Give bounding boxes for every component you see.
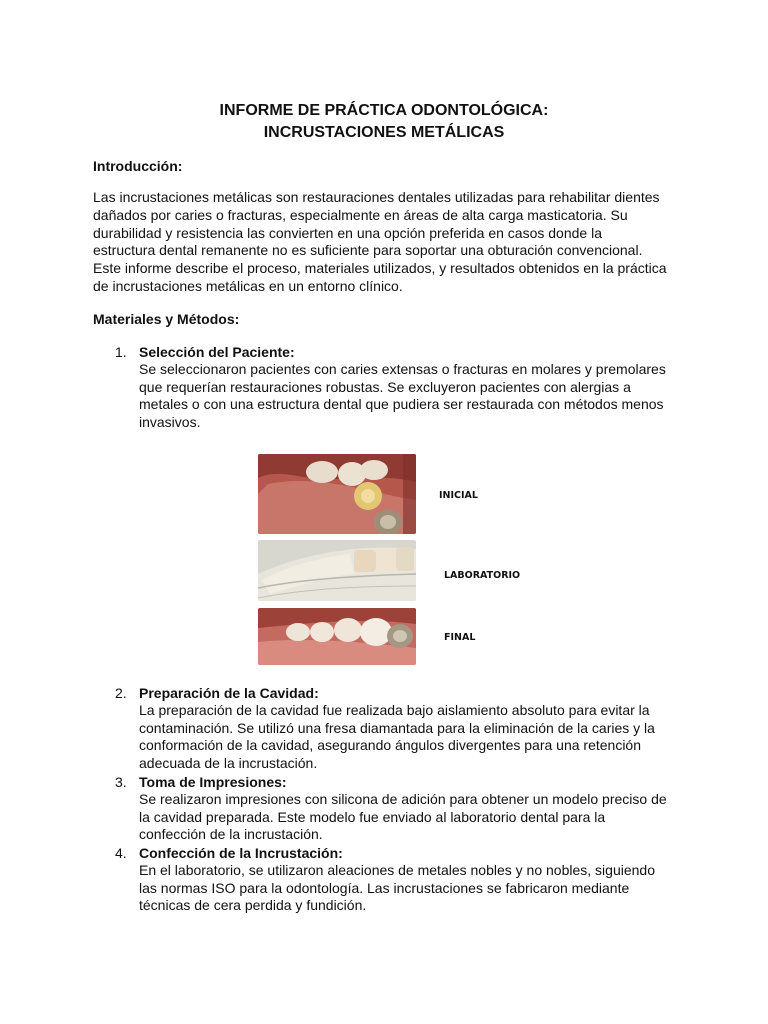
- intro-line: dañados por caries o fracturas, especialmente en áreas de alta carga masticatoria. Su: [93, 206, 628, 223]
- document-title-line1: INFORME DE PRÁCTICA ODONTOLÓGICA:: [219, 102, 549, 119]
- list-item-number: 1.: [115, 344, 127, 360]
- caption-initial: INICIAL: [439, 490, 478, 501]
- list-item-line: que requerían restauraciones robustas. Se excluyeron pacientes con alergias a: [139, 378, 631, 395]
- list-item-line: La preparación de la cavidad fue realizada bajo aislamiento absoluto para evitar la: [139, 702, 650, 718]
- caption-laboratory: LABORATORIO: [444, 570, 521, 581]
- intro-line: estructura dental remanente no es suficiente para soportar una obturación convencional.: [93, 242, 643, 259]
- intro-heading: Introducción:: [93, 158, 183, 174]
- intro-paragraph: [93, 189, 693, 296]
- list-item-line: Se seleccionaron pacientes con caries extensas o fracturas en molares y premolares: [139, 361, 666, 377]
- list-item-line: adecuada de la incrustación.: [139, 754, 318, 771]
- list-item-body: [139, 791, 699, 844]
- list-item-number: 2.: [115, 685, 127, 701]
- list-item-title: Confección de la Incrustación:: [139, 845, 343, 861]
- list-item-title: Toma de Impresiones:: [139, 774, 287, 790]
- list-item-body: [139, 702, 699, 772]
- laboratory-photo: [258, 540, 416, 601]
- list-item-title: Preparación de la Cavidad:: [139, 685, 319, 701]
- list-item-line: invasivos.: [139, 413, 201, 430]
- intro-line: Este informe describe el proceso, materiales utilizados, y resultados obtenidos en la práctica: [93, 260, 667, 277]
- list-item-body: [139, 361, 699, 431]
- caption-final: FINAL: [444, 632, 476, 643]
- methods-heading: Materiales y Métodos:: [93, 311, 240, 327]
- list-item-line: metales o con una estructura dental que pudiera ser restaurada con métodos menos: [139, 396, 664, 413]
- list-item-line: las normas ISO para la odontología. Las incrustaciones se fabricaron mediante: [139, 879, 630, 896]
- list-item-line: conformación de la cavidad, asegurando ángulos divergentes para una retención: [139, 737, 642, 754]
- list-item-number: 3.: [115, 774, 127, 790]
- clinical-figure: [243, 448, 533, 668]
- list-item-body: [139, 862, 699, 915]
- final-photo: [258, 608, 416, 665]
- list-item-line: Se realizaron impresiones con silicona de adición para obtener un modelo preciso de: [139, 791, 667, 807]
- list-item-number: 4.: [115, 845, 127, 861]
- list-item-line: confección de la incrustación.: [139, 826, 323, 843]
- initial-photo: [258, 454, 416, 534]
- list-item-line: En el laboratorio, se utilizaron aleaciones de metales nobles y no nobles, siguiendo: [139, 862, 655, 878]
- list-item-line: contaminación. Se utilizó una fresa diamantada para la eliminación de la caries y la: [139, 719, 655, 736]
- list-item-line: técnicas de cera perdida y fundición.: [139, 897, 367, 914]
- intro-line: Las incrustaciones metálicas son restauraciones dentales utilizadas para rehabilitar dientes: [93, 189, 660, 205]
- intro-line: durabilidad y resistencia las convierten en una opción preferida en casos donde la: [93, 224, 602, 241]
- document-title-line2: INCRUSTACIONES METÁLICAS: [263, 124, 505, 141]
- list-item-line: la cavidad preparada. Este modelo fue enviado al laboratorio dental para la: [139, 808, 606, 825]
- intro-line: de incrustaciones metálicas en un entorno clínico.: [93, 277, 403, 294]
- list-item-title: Selección del Paciente:: [139, 344, 295, 360]
